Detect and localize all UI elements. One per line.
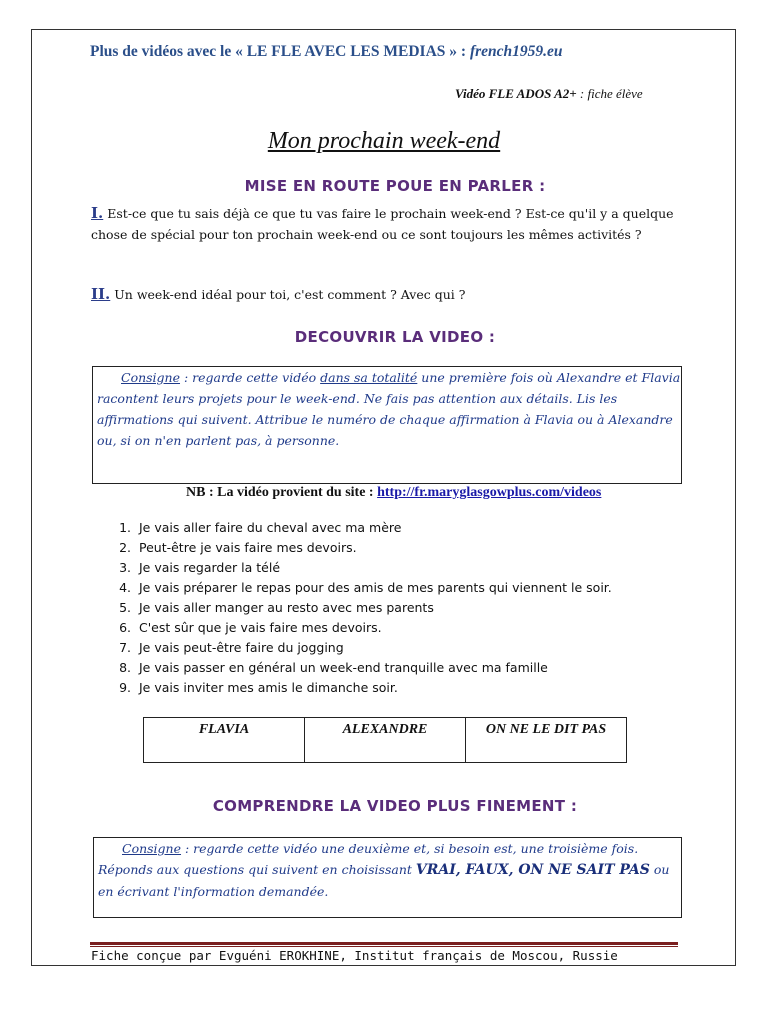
- statements-list: [97, 518, 695, 698]
- level-rest: : fiche élève: [576, 86, 643, 101]
- nb-text: : La vidéo provient du site :: [205, 485, 378, 500]
- video-source-link[interactable]: http://fr.maryglasgowplus.com/videos: [377, 485, 602, 500]
- list-item: 8. Je vais passer en général un week-end tranquille avec ma famille: [135, 658, 695, 678]
- list-item: 1. Je vais aller faire du cheval avec ma mère: [135, 518, 695, 538]
- footer-rule-thick: [90, 942, 678, 945]
- consigne-1-underlined: dans sa totalité: [320, 370, 418, 385]
- video-source-note: [186, 485, 601, 501]
- answer-cell-personne[interactable]: ON NE LE DIT PAS: [466, 718, 627, 763]
- nb-label: NB: [186, 485, 206, 500]
- list-item: 2. Peut-être je vais faire mes devoirs.: [135, 538, 695, 558]
- answer-table: [143, 717, 627, 763]
- section-heading-mise-en-route: MISE EN ROUTE POUE EN PARLER :: [244, 177, 546, 195]
- consigne-1-label: Consigne: [121, 370, 181, 385]
- consigne-2-choices: VRAI, FAUX, ON NE SAIT PAS: [415, 862, 650, 878]
- answer-cell-flavia[interactable]: FLAVIA: [144, 718, 305, 763]
- consigne-box-1: [92, 366, 682, 484]
- list-item: 3. Je vais regarder la télé: [135, 558, 695, 578]
- list-item: 7. Je vais peut-être faire du jogging: [135, 638, 695, 658]
- header-text: Plus de vidéos avec le « LE FLE AVEC LES MEDIAS » :: [90, 43, 470, 60]
- question-1-number: I.: [91, 204, 104, 222]
- consigne-1-part-b: une première fois où Alexandre et Flavia racontent leurs projets pour le week-end. Ne fais pas attention aux détails. Lis les affirmations qui suivent. Attribue le numéro de chaque affirmation à Flavia ou à Alexandre ou, si on n'en parlent pas, à personne.: [97, 370, 681, 448]
- consigne-2-part-a: : regarde cette vidéo une deuxième et, si besoin est, une troisième fois. Réponds aux questions qui suivent en choisissant: [98, 841, 639, 877]
- question-1: [91, 203, 681, 245]
- footer-rule-thin: [90, 946, 678, 947]
- list-item: 6. C'est sûr que je vais faire mes devoirs.: [135, 618, 695, 638]
- list-item: 5. Je vais aller manger au resto avec mes parents: [135, 598, 695, 618]
- header-site-link[interactable]: french1959.eu: [469, 43, 563, 60]
- consigne-2-part-b: ou en écrivant l'information demandée.: [98, 862, 670, 899]
- question-2: [91, 284, 681, 305]
- list-item: 9. Je vais inviter mes amis le dimanche soir.: [135, 678, 695, 698]
- section-heading-decouvrir: DECOUVRIR LA VIDEO :: [294, 328, 496, 346]
- question-2-number: II.: [91, 285, 111, 303]
- section-heading-comprendre: COMPRENDRE LA VIDEO PLUS FINEMENT :: [212, 797, 578, 815]
- consigne-box-2: [93, 837, 682, 918]
- consigne-1-text: [93, 367, 681, 451]
- page-title: Mon prochain week-end: [267, 128, 501, 154]
- consigne-1-part-a: : regarde cette vidéo: [180, 370, 321, 385]
- consigne-2-label: Consigne: [122, 841, 182, 856]
- consigne-2-text: [94, 838, 681, 902]
- footer-credit: Fiche conçue par Evguéni EROKHINE, Institut français de Moscou, Russie: [91, 948, 618, 963]
- list-item: 4. Je vais préparer le repas pour des amis de mes parents qui viennent le soir.: [135, 578, 695, 598]
- level-bold: Vidéo FLE ADOS A2+: [455, 86, 577, 101]
- header-banner: [90, 43, 563, 61]
- question-1-text: Est-ce que tu sais déjà ce que tu vas faire le prochain week-end ? Est-ce qu'il y a quelque chose de spécial pour ton prochain week-end ou ce sont toujours les mêmes activités ?: [91, 206, 674, 242]
- question-2-text: Un week-end idéal pour toi, c'est comment ? Avec qui ?: [114, 287, 466, 302]
- level-label: [455, 86, 643, 102]
- answer-cell-alexandre[interactable]: ALEXANDRE: [305, 718, 466, 763]
